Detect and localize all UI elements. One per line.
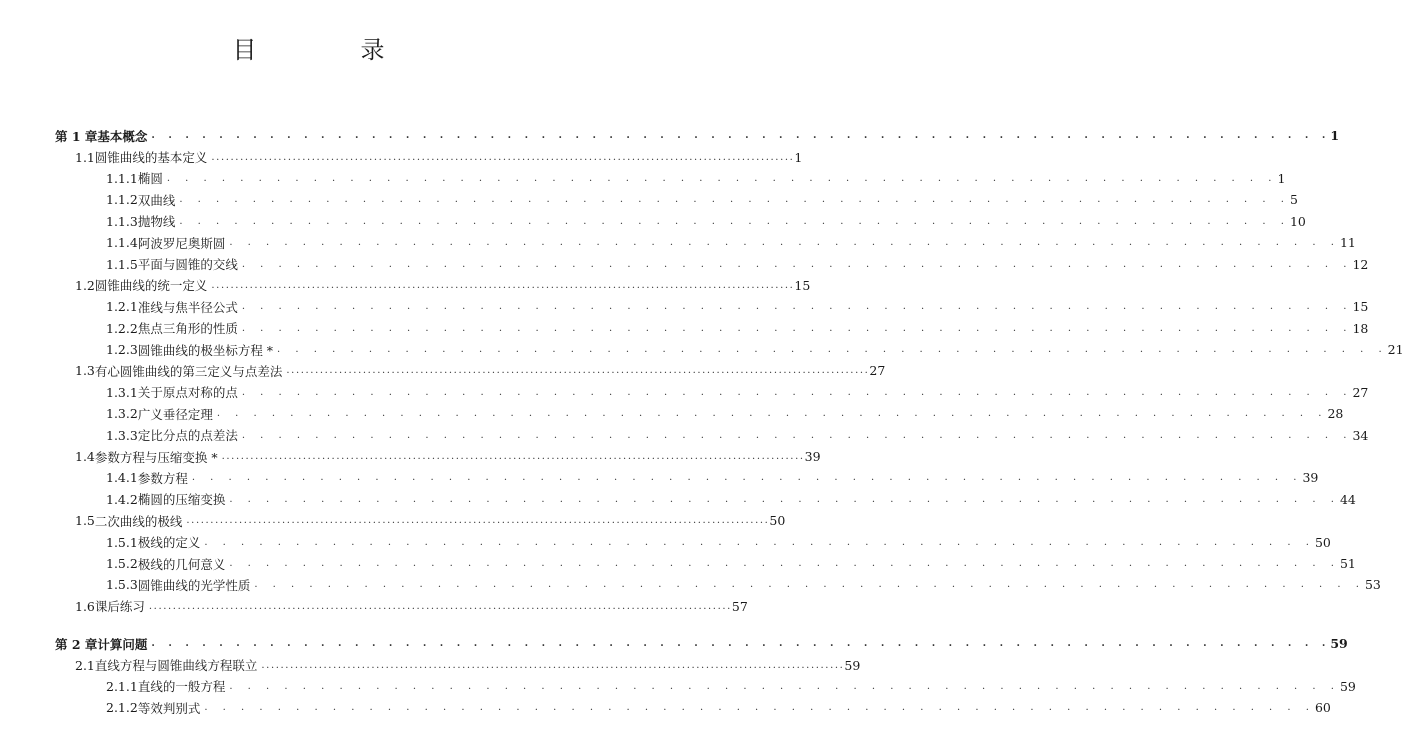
section-title: 有心圆锥曲线的第三定义与点差法: [94, 363, 283, 379]
subsection-title: 直线的一般方程: [137, 679, 226, 695]
subsection-number: 1.2.1: [106, 299, 138, 315]
leader-dots: . . . . . . . . . . . . . . . . . . . . . . . . . . . . . . . . . . . . . . . . . . . . . . . . . . . . . . . . . . . . .: [229, 493, 1340, 505]
toc-subsection-1-5-3[interactable]: [55, 574, 1381, 595]
subsection-number: 1.1.3: [106, 213, 138, 229]
subsection-title: 椭圆的压缩变换: [137, 492, 226, 508]
section-number: 1.3: [75, 363, 95, 379]
chapter-title: 计算问题: [97, 636, 148, 652]
toc-subsection-1-2-3[interactable]: [55, 339, 1404, 360]
page-number: 59: [844, 657, 861, 673]
leader-dots: . . . . . . . . . . . . . . . . . . . . . . . . . . . . . . . . . . . . . . . . . . . . . . . . . . . . . . . . . . . . .: [229, 237, 1340, 249]
leader-dots: ..........................................................................................................................: [286, 365, 870, 377]
section-title: 直线方程与圆锥曲线方程联立: [94, 658, 258, 674]
page-number: 12: [1352, 256, 1369, 272]
section-title: 圆锥曲线的统一定义: [94, 278, 208, 294]
leader-dots: ..........................................................................................................................: [221, 451, 805, 463]
subsection-number: 1.3.2: [106, 406, 138, 422]
page-number: 1: [794, 149, 803, 165]
page-number: 21: [1387, 342, 1404, 358]
subsection-number: 1.1.1: [106, 170, 138, 186]
chapter-gap: [55, 617, 571, 633]
section-title: 课后练习: [94, 599, 145, 615]
page-number: 39: [1302, 470, 1319, 486]
toc-chapter-2[interactable]: [55, 633, 1348, 654]
subsection-number: 1.2.2: [106, 320, 138, 336]
toc-subsection-1-5-2[interactable]: [55, 553, 1356, 574]
leader-dots: . . . . . . . . . . . . . . . . . . . . . . . . . . . . . . . . . . . . . . . . . . . . . . . . . . . . . . . . . . . . .: [241, 301, 1353, 313]
page-number: 44: [1339, 491, 1356, 507]
subsection-number: 1.1.4: [106, 235, 138, 251]
leader-dots: . . . . . . . . . . . . . . . . . . . . . . . . . . . . . . . . . . . . . . . . . . . . . . . . . . . . . . . . . . . . .: [229, 558, 1340, 569]
page-number: 39: [804, 449, 821, 465]
subsection-title: 圆锥曲线的极坐标方程 *: [137, 342, 274, 358]
section-title: 参数方程与压缩变换 *: [94, 449, 218, 465]
toc-subsection-1-2-1[interactable]: [55, 296, 1369, 317]
section-number: 1.1: [75, 149, 95, 165]
subsection-number: 1.5.3: [106, 577, 138, 593]
section-number: 2.1: [75, 657, 95, 673]
page-number: 15: [1352, 299, 1369, 315]
toc-section-1-3[interactable]: [55, 360, 886, 381]
subsection-title: 阿波罗尼奥斯圆: [137, 235, 226, 251]
page-number: 10: [1289, 213, 1306, 229]
chapter-number: 第 1 章: [55, 128, 98, 144]
subsection-number: 1.3.1: [106, 384, 138, 400]
leader-dots: ..........................................................................................................................: [186, 515, 770, 527]
leader-dots: ..........................................................................................................................: [261, 659, 845, 671]
toc-subsection-1-4-1[interactable]: [55, 467, 1319, 488]
toc-section-1-5[interactable]: [55, 510, 786, 531]
page-number: 57: [731, 598, 748, 614]
page-number: 18: [1352, 320, 1369, 336]
subsection-title: 准线与焦半径公式: [137, 299, 238, 315]
leader-dots: . . . . . . . . . . . . . . . . . . . . . . . . . . . . . . . . . . . . . . . . . . . . . . . . . . . . . . . . . . . . .: [191, 472, 1303, 484]
section-title: 圆锥曲线的基本定义: [94, 150, 208, 166]
subsection-number: 2.1.1: [106, 678, 138, 694]
page-number: 5: [1289, 192, 1298, 208]
subsection-title: 定比分点的点差法: [137, 428, 238, 444]
subsection-title: 双曲线: [137, 192, 176, 208]
leader-dots: . . . . . . . . . . . . . . . . . . . . . . . . . . . . . . . . . . . . . . . . . . . . . . . . . . . . . . . . . . . . .: [179, 194, 1290, 206]
page-number: 27: [1352, 384, 1369, 400]
subsection-title: 参数方程: [137, 470, 188, 486]
page-number: 27: [869, 363, 886, 379]
subsection-number: 1.2.3: [106, 342, 138, 358]
toc-subsection-1-1-3[interactable]: [55, 211, 1306, 232]
subsection-number: 1.3.3: [106, 427, 138, 443]
section-number: 1.4: [75, 449, 95, 465]
page-number: 1: [1330, 128, 1340, 144]
page-number: 1: [1277, 170, 1286, 186]
page-number: 34: [1352, 427, 1369, 443]
toc-section-1-1[interactable]: [55, 146, 803, 167]
leader-dots: ..........................................................................................................................: [211, 151, 795, 163]
subsection-number: 1.4.2: [106, 491, 138, 507]
subsection-number: 1.1.5: [106, 256, 138, 272]
leader-dots: ..........................................................................................................................: [148, 600, 732, 612]
page-title: 目 录: [232, 36, 425, 64]
section-number: 1.5: [75, 513, 95, 529]
leader-dots: ..........................................................................................................................: [211, 279, 795, 291]
subsection-title: 广义垂径定理: [137, 406, 213, 422]
leader-dots: . . . . . . . . . . . . . . . . . . . . . . . . . . . . . . . . . . . . . . . . . . . . . . . . . . . . . . . . . . . . .: [166, 172, 1278, 184]
leader-dots: . . . . . . . . . . . . . . . . . . . . . . . . . . . . . . . . . . . . . . . . . . . . . . . . . . . . . . . . . . . . .: [204, 536, 1315, 548]
subsection-title: 极线的定义: [137, 535, 201, 551]
toc-subsection-1-5-1[interactable]: [55, 531, 1331, 552]
toc-subsection-2-1-1[interactable]: [55, 676, 1356, 697]
leader-dots: . . . . . . . . . . . . . . . . . . . . . . . . . . . . . . . . . . . . . . . . . . . . . . . . . . . . . . . . . . . . .: [204, 702, 1315, 714]
chapter-title: 基本概念: [97, 128, 148, 144]
page-number: 11: [1339, 235, 1356, 251]
leader-dots: . . . . . . . . . . . . . . . . . . . . . . . . . . . . . . . . . . . . . . . . . . . . . . . . . . . . . . . . . . . . .: [241, 322, 1353, 334]
toc-subsection-1-2-2[interactable]: [55, 318, 1369, 339]
toc-section-2-1[interactable]: [55, 654, 861, 675]
section-title: 二次曲线的极线: [94, 513, 183, 529]
toc-section-1-6[interactable]: [55, 596, 748, 617]
page-number: 28: [1327, 406, 1344, 422]
leader-dots: . . . . . . . . . . . . . . . . . . . . . . . . . . . . . . . . . . . . . . . . . . . . . . . . . . . . . . . . . . . . .: [241, 386, 1353, 398]
page-number: 60: [1314, 700, 1331, 716]
subsection-number: 1.4.1: [106, 470, 138, 486]
subsection-number: 1.5.2: [106, 556, 138, 571]
toc-subsection-1-3-1[interactable]: [55, 382, 1369, 403]
subsection-title: 等效判别式: [137, 700, 201, 716]
subsection-title: 平面与圆锥的交线: [137, 257, 238, 273]
subsection-title: 抛物线: [137, 214, 176, 230]
subsection-title: 关于原点对称的点: [137, 385, 238, 401]
subsection-number: 2.1.2: [106, 700, 138, 716]
page-number: 53: [1364, 577, 1381, 593]
toc-section-1-4[interactable]: [55, 446, 821, 467]
toc-subsection-1-1-5[interactable]: [55, 253, 1369, 274]
leader-dots: . . . . . . . . . . . . . . . . . . . . . . . . . . . . . . . . . . . . . . . . . . . . . . . . . . . . . . . . . . . . .: [216, 408, 1328, 420]
page-number: 50: [1314, 534, 1331, 550]
leader-dots: . . . . . . . . . . . . . . . . . . . . . . . . . . . . . . . . . . . . . . . . . . . . . . . . . . . . . . . . . . . . . . . . . . . . . .: [151, 130, 1331, 142]
toc-subsection-1-3-3[interactable]: [55, 424, 1369, 445]
toc-section-1-2[interactable]: [55, 275, 811, 296]
page-number: 50: [769, 513, 786, 529]
toc-subsection-1-1-4[interactable]: [55, 232, 1356, 253]
page-number: 59: [1339, 678, 1356, 694]
toc-subsection-2-1-2[interactable]: [55, 697, 1331, 718]
page-number: 51: [1339, 556, 1356, 571]
subsection-title: 极线的几何意义: [137, 556, 226, 572]
toc-subsection-1-3-2[interactable]: [55, 403, 1344, 424]
section-number: 1.2: [75, 277, 95, 293]
leader-dots: . . . . . . . . . . . . . . . . . . . . . . . . . . . . . . . . . . . . . . . . . . . . . . . . . . . . . . . . . . . . .: [277, 344, 1388, 356]
subsection-number: 1.5.1: [106, 534, 138, 550]
leader-dots: . . . . . . . . . . . . . . . . . . . . . . . . . . . . . . . . . . . . . . . . . . . . . . . . . . . . . . . . . . . . .: [241, 429, 1353, 441]
toc-subsection-1-4-2[interactable]: [55, 489, 1356, 510]
toc-chapter-1[interactable]: [55, 125, 1340, 146]
page-number: 15: [794, 277, 811, 293]
page-number: 59: [1330, 636, 1348, 652]
subsection-title: 焦点三角形的性质: [137, 321, 238, 337]
subsection-number: 1.1.2: [106, 192, 138, 208]
toc-subsection-1-1-2[interactable]: [55, 189, 1298, 210]
subsection-title: 椭圆: [137, 171, 163, 187]
leader-dots: . . . . . . . . . . . . . . . . . . . . . . . . . . . . . . . . . . . . . . . . . . . . . . . . . . . . . . . . . . . . .: [241, 258, 1353, 270]
table-of-contents: [55, 125, 1404, 719]
chapter-number: 第 2 章: [55, 636, 98, 652]
leader-dots: . . . . . . . . . . . . . . . . . . . . . . . . . . . . . . . . . . . . . . . . . . . . . . . . . . . . . . . . . . . . . . . . . . . . . .: [151, 638, 1331, 650]
subsection-title: 圆锥曲线的光学性质: [137, 577, 251, 593]
toc-subsection-1-1-1[interactable]: [55, 168, 1286, 189]
section-number: 1.6: [75, 598, 95, 614]
leader-dots: . . . . . . . . . . . . . . . . . . . . . . . . . . . . . . . . . . . . . . . . . . . . . . . . . . . . . . . . . . . . .: [229, 680, 1340, 692]
leader-dots: . . . . . . . . . . . . . . . . . . . . . . . . . . . . . . . . . . . . . . . . . . . . . . . . . . . . . . . . . . . . .: [254, 579, 1365, 591]
leader-dots: . . . . . . . . . . . . . . . . . . . . . . . . . . . . . . . . . . . . . . . . . . . . . . . . . . . . . . . . . . . . .: [179, 215, 1290, 227]
